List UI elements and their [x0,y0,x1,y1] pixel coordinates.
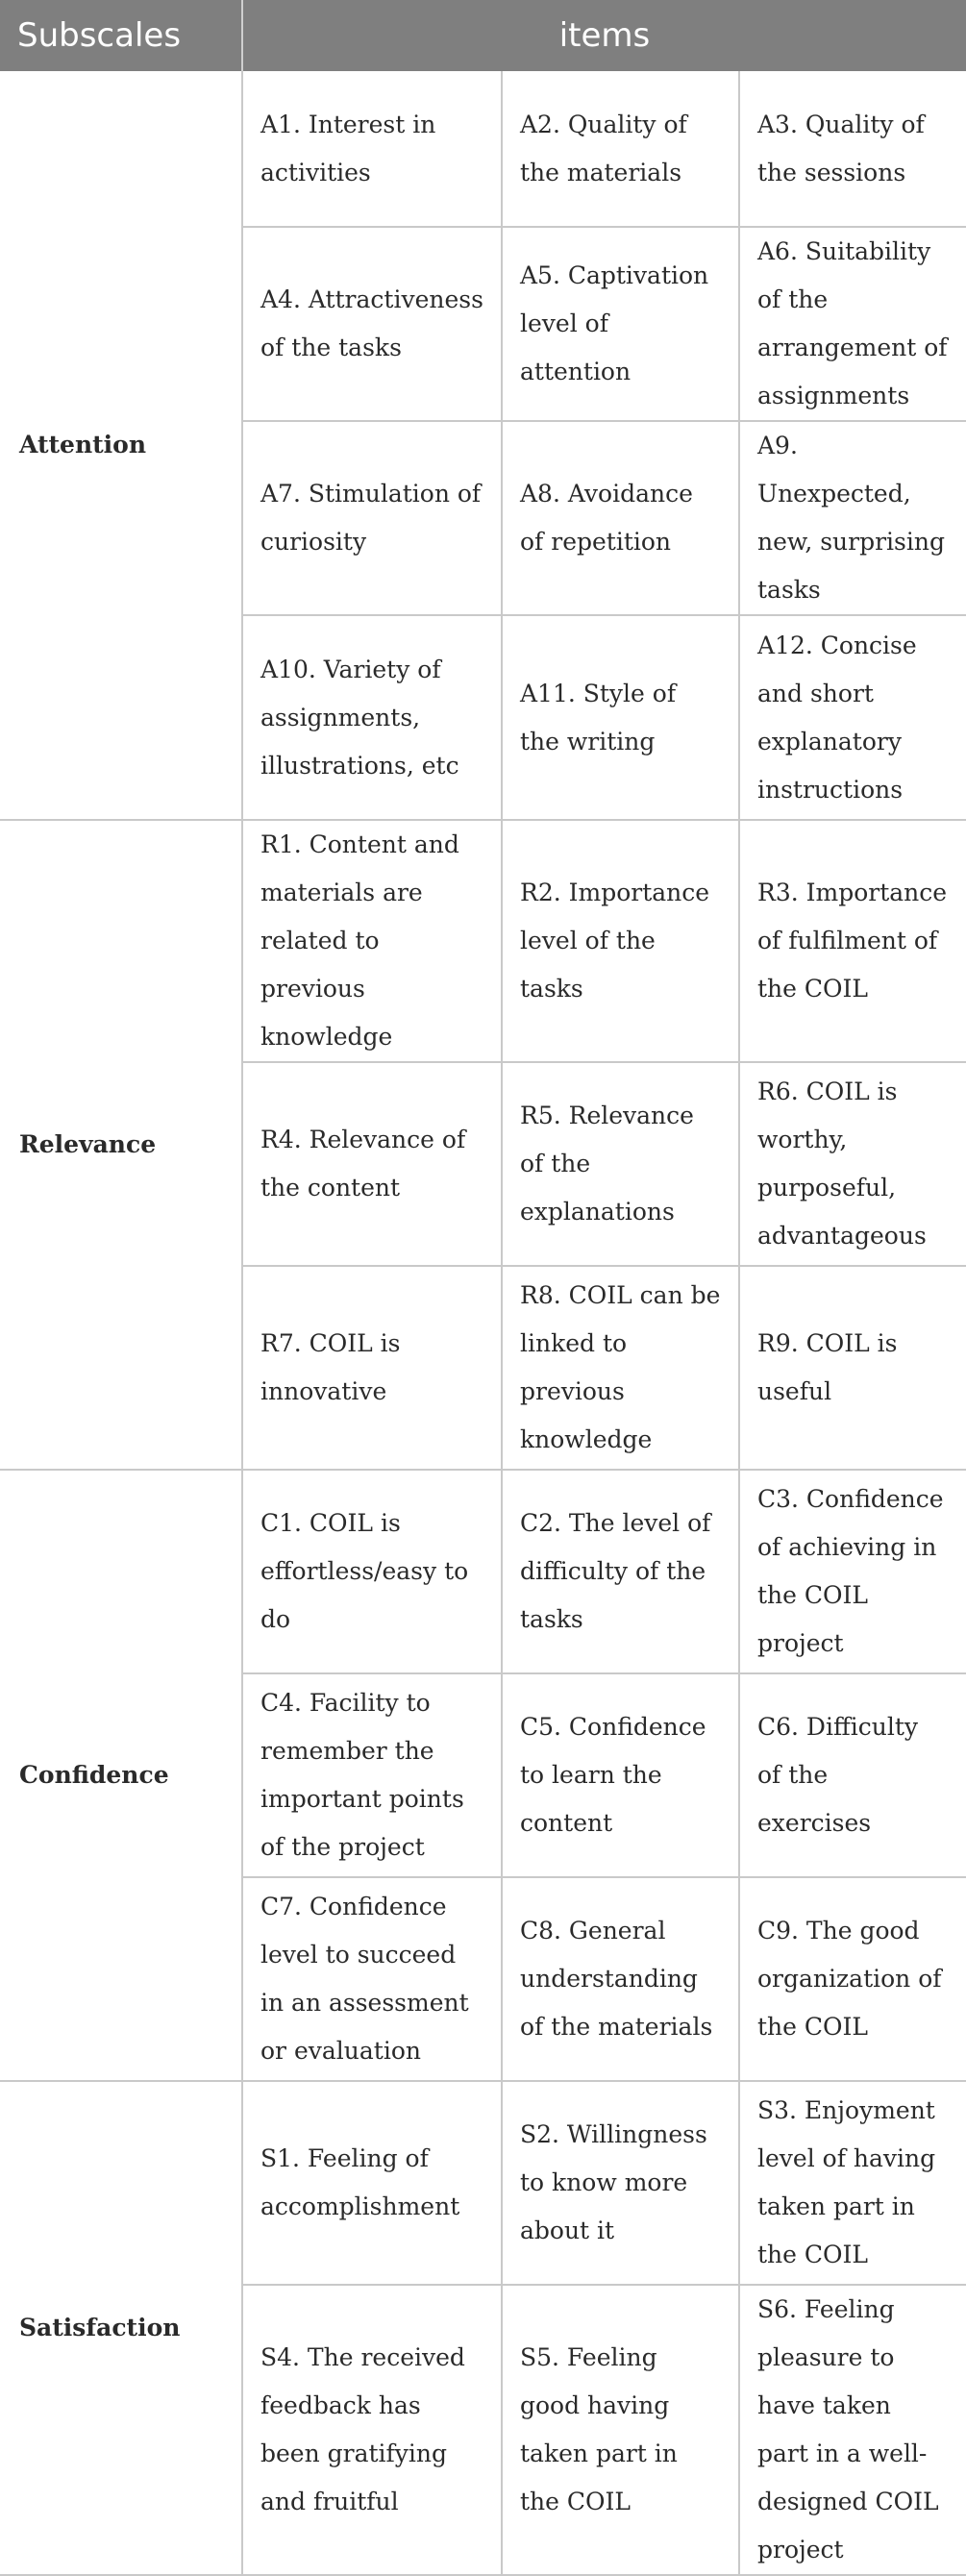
item-cell: S2. Willingness to know more about it [502,2081,739,2285]
item-cell: R1. Content and materials are related to previous knowledge [242,820,502,1062]
subscale-satisfaction: Satisfaction [0,2081,242,2575]
item-cell: A4. Attractiveness of the tasks [242,227,502,421]
item-cell: S3. Enjoyment level of having taken part in the COIL [739,2081,966,2285]
item-cell: S6. Feeling pleasure to have taken part in a well-designed COIL project [739,2285,966,2575]
item-cell: A10. Variety of assignments, illustrations, etc [242,615,502,820]
item-cell: C2. The level of difficulty of the tasks [502,1470,739,1673]
item-cell: A2. Quality of the materials [502,71,739,227]
item-cell: A1. Interest in activities [242,71,502,227]
item-cell: A12. Concise and short explanatory instructions [739,615,966,820]
item-cell: C8. General understanding of the materials [502,1877,739,2081]
item-cell: R4. Relevance of the content [242,1062,502,1266]
item-cell: A8. Avoidance of repetition [502,421,739,615]
item-cell: C5. Confidence to learn the content [502,1673,739,1877]
item-cell: R8. COIL can be linked to previous knowledge [502,1266,739,1470]
item-cell: S5. Feeling good having taken part in the COIL [502,2285,739,2575]
item-cell: R6. COIL is worthy, purposeful, advantageous [739,1062,966,1266]
item-cell: A11. Style of the writing [502,615,739,820]
subscale-relevance: Relevance [0,820,242,1470]
header-row [0,0,966,71]
item-cell: C4. Facility to remember the important points of the project [242,1673,502,1877]
item-cell: C9. The good organization of the COIL [739,1877,966,2081]
item-cell: C6. Difficulty of the exercises [739,1673,966,1877]
item-cell: A6. Suitability of the arrangement of assignments [739,227,966,421]
table-row [0,820,966,1062]
item-cell: A5. Captivation level of attention [502,227,739,421]
table-row [0,2081,966,2285]
table-row [0,1470,966,1673]
item-cell: R7. COIL is innovative [242,1266,502,1470]
item-cell: R5. Relevance of the explanations [502,1062,739,1266]
item-cell: C1. COIL is effortless/easy to do [242,1470,502,1673]
item-cell: R2. Importance level of the tasks [502,820,739,1062]
item-cell: C7. Confidence level to succeed in an assessment or evaluation [242,1877,502,2081]
item-cell: S4. The received feedback has been gratifying and fruitful [242,2285,502,2575]
item-cell: A3. Quality of the sessions [739,71,966,227]
item-cell: S1. Feeling of accomplishment [242,2081,502,2285]
subscale-attention: Attention [0,71,242,820]
items-header: items [242,0,966,71]
item-cell: A9. Unexpected, new, surprising tasks [739,421,966,615]
item-cell: R3. Importance of fulfilment of the COIL [739,820,966,1062]
table-body [0,71,966,2575]
subscale-confidence: Confidence [0,1470,242,2081]
item-cell: A7. Stimulation of curiosity [242,421,502,615]
subscales-header: Subscales [0,0,242,71]
item-cell: R9. COIL is useful [739,1266,966,1470]
table-row [0,71,966,227]
item-cell: C3. Confidence of achieving in the COIL project [739,1470,966,1673]
